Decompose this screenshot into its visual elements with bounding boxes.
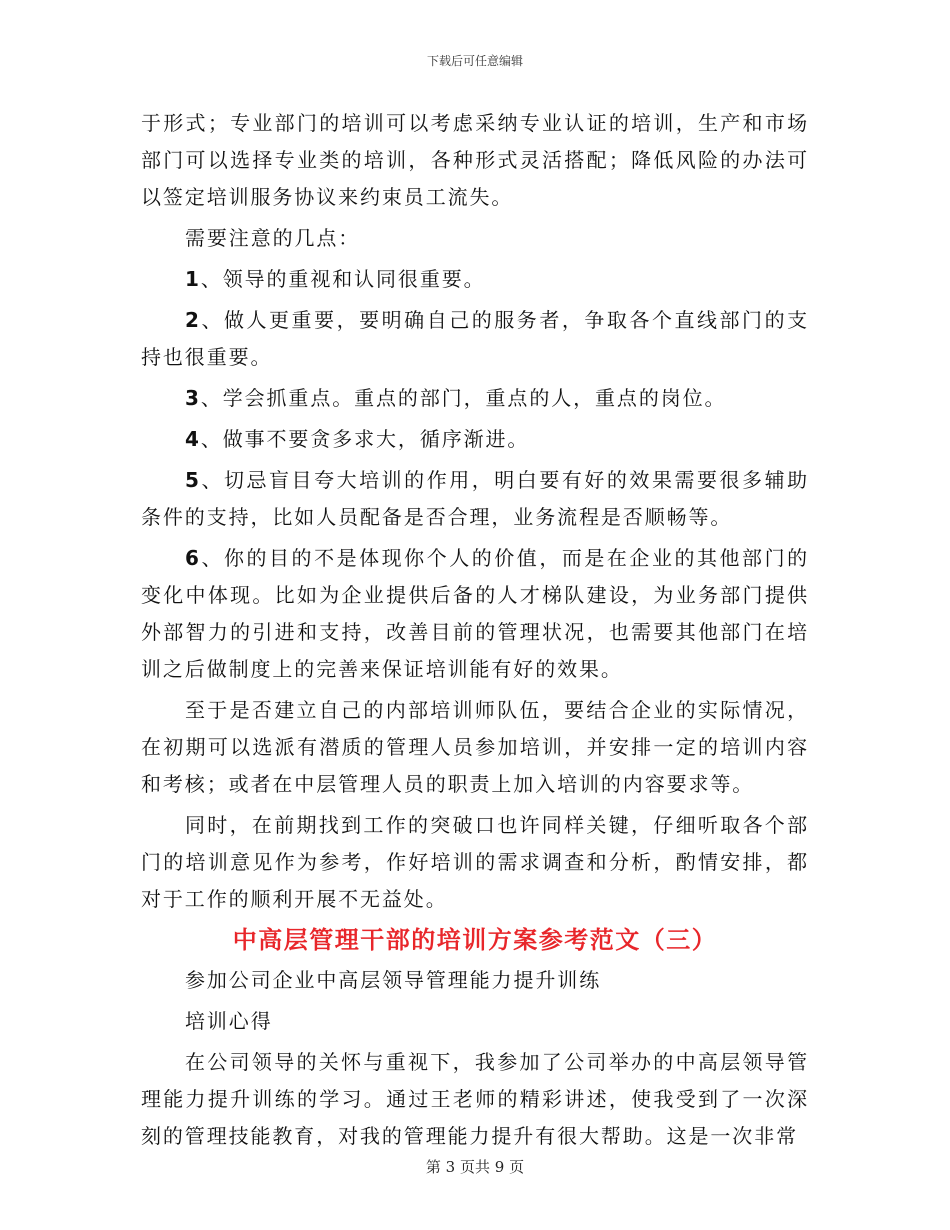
list-item-number: 5 bbox=[185, 468, 201, 492]
page-header: 下载后可任意编辑 bbox=[426, 54, 523, 68]
list-item-number: 2 bbox=[185, 308, 201, 332]
list-item-number: 4 bbox=[185, 427, 201, 451]
paragraph-subtitle: 培训心得 bbox=[185, 1009, 273, 1033]
section-title: 中高层管理干部的培训方案参考范文（三） bbox=[232, 926, 718, 954]
paragraph-internal-trainers: 至于是否建立自己的内部培训师队伍，要结合企业的实际情况，在初期可以选派有潜质的管理人员参加培训，并安排一定的培训内容和考核；或者在中层管理人员的职责上加入培训的内容要求等。 bbox=[141, 698, 809, 796]
list-item-4 bbox=[141, 421, 809, 458]
list-item-text: 、做事不要贪多求大，循序渐进。 bbox=[200, 427, 530, 451]
paragraph-reflection: 在公司领导的关怀与重视下，我参加了公司举办的中高层领导管理能力提升训练的学习。通过王老师的精彩讲述，使我受到了一次深刻的管理技能教育，对我的管理能力提升有很大帮助。这是一次非常 bbox=[141, 1050, 809, 1148]
list-item-6 bbox=[141, 540, 809, 688]
list-item-number: 1 bbox=[185, 267, 201, 291]
list-item-number: 3 bbox=[185, 386, 201, 410]
list-item-1 bbox=[141, 261, 809, 298]
list-item-3 bbox=[141, 380, 809, 417]
list-item-text: 、你的目的不是体现你个人的价值，而是在企业的其他部门的变化中体现。比如为企业提供后备的人才梯队建设，为业务部门提供外部智力的引进和支持，改善目前的管理状况，也需要其他部门在培训之后做制度上的完善来保证培训能有好的效果。 bbox=[141, 546, 809, 681]
list-item-2 bbox=[141, 302, 809, 376]
list-item-text: 、做人更重要，要明确自己的服务者，争取各个直线部门的支持也很重要。 bbox=[141, 308, 809, 369]
list-item-number: 6 bbox=[185, 546, 201, 570]
page-footer: 第 3 页共 9 页 bbox=[425, 1158, 525, 1176]
list-item-5 bbox=[141, 462, 809, 536]
document-body bbox=[141, 105, 809, 1159]
paragraph-training-name: 参加公司企业中高层领导管理能力提升训练 bbox=[185, 968, 602, 992]
list-item-text: 、领导的重视和认同很重要。 bbox=[200, 267, 486, 291]
paragraph-continuation: 于形式；专业部门的培训可以考虑采纳专业认证的培训，生产和市场部门可以选择专业类的培训，各种形式灵活搭配；降低风险的办法可以签定培训服务协议来约束员工流失。 bbox=[141, 111, 809, 209]
paragraph-breakthrough: 同时，在前期找到工作的突破口也许同样关键，仔细听取各个部门的培训意见作为参考，作好培训的需求调查和分析，酌情安排，都对于工作的顺利开展不无益处。 bbox=[141, 813, 809, 911]
list-item-text: 、切忌盲目夸大培训的作用，明白要有好的效果需要很多辅助条件的支持，比如人员配备是否合理，业务流程是否顺畅等。 bbox=[141, 468, 809, 529]
list-item-text: 、学会抓重点。重点的部门，重点的人，重点的岗位。 bbox=[200, 386, 727, 410]
paragraph-notes-heading: 需要注意的几点： bbox=[185, 226, 361, 250]
